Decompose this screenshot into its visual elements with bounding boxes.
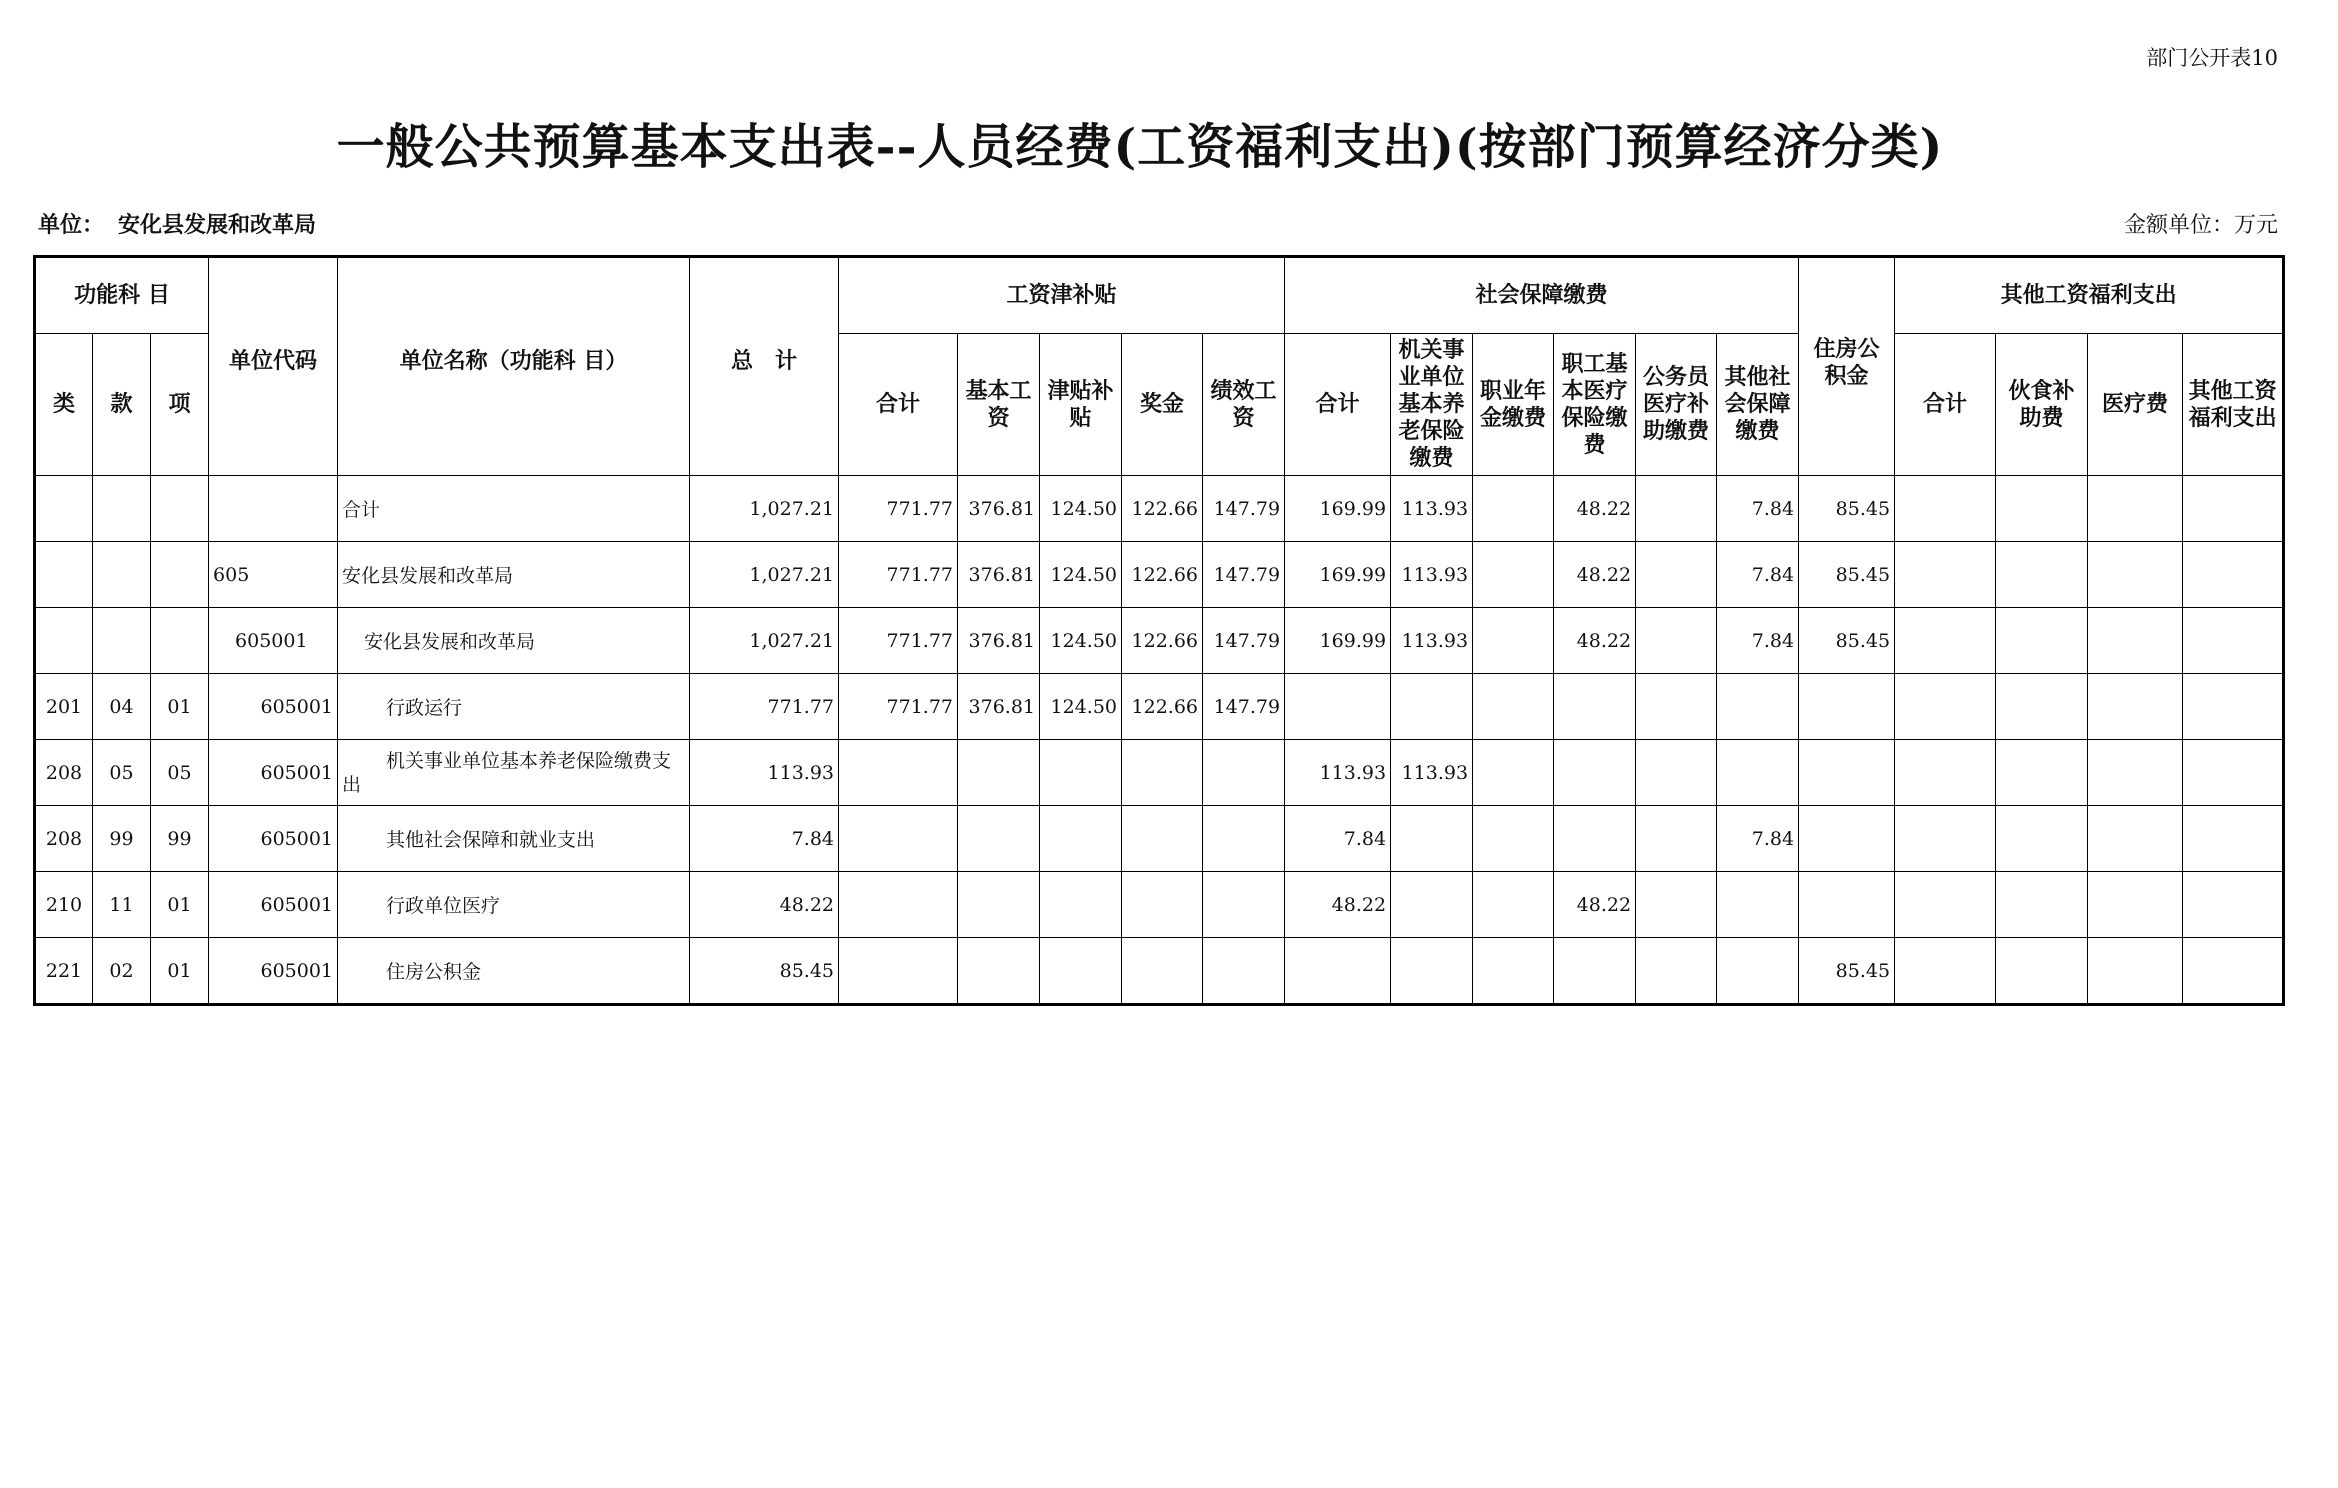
cell-lei: 201 [35,674,93,740]
cell-allowance [1040,806,1122,872]
cell-perf-wage [1203,872,1285,938]
cell-other-social [1717,674,1799,740]
perf-wage-header: 绩效工资 [1203,334,1285,476]
cell-xiang: 01 [151,674,209,740]
cell-lei [35,476,93,542]
cell-annuity [1473,674,1554,740]
cell-housing-fund [1799,872,1895,938]
cell-other-sum [1895,476,1996,542]
cell-lei: 208 [35,806,93,872]
cell-social-sum: 169.99 [1285,542,1391,608]
cell-medical-fee [2088,542,2183,608]
unit-line [38,208,330,239]
cell-medical [1554,740,1636,806]
cell-social-sum [1285,674,1391,740]
cell-base-wage [958,938,1040,1005]
cell-medical-fee [2088,938,2183,1005]
cell-base-wage [958,740,1040,806]
xiang-header: 项 [151,334,209,476]
cell-xiang: 01 [151,938,209,1005]
cell-bonus: 122.66 [1122,674,1203,740]
cell-medical: 48.22 [1554,476,1636,542]
cell-annuity [1473,608,1554,674]
cell-allowance: 124.50 [1040,542,1122,608]
table-row [35,806,2284,872]
cell-lei: 221 [35,938,93,1005]
cell-total: 48.22 [690,872,839,938]
cell-allowance: 124.50 [1040,476,1122,542]
cell-bonus [1122,938,1203,1005]
cell-base-wage [958,806,1040,872]
unit-code-header: 单位代码 [209,257,338,476]
cell-kuan [93,608,151,674]
cell-social-sum: 113.93 [1285,740,1391,806]
unit-label: 单位： [38,212,105,238]
social-group-header: 社会保障缴费 [1285,257,1799,334]
other-sum-header: 合计 [1895,334,1996,476]
unit-name-header: 单位名称（功能科 目） [338,257,690,476]
table-row [35,608,2284,674]
cell-social-sum [1285,938,1391,1005]
table-row [35,938,2284,1005]
cell-medical: 48.22 [1554,542,1636,608]
bonus-header: 奖金 [1122,334,1203,476]
unit-name: 安化县发展和改革局 [118,212,317,238]
cell-medical-fee [2088,806,2183,872]
cell-wage-sum: 771.77 [839,608,958,674]
cell-other-social: 7.84 [1717,542,1799,608]
cell-pension: 113.93 [1391,740,1473,806]
cell-name: 其他社会保障和就业支出 [338,806,690,872]
cell-other-social: 7.84 [1717,806,1799,872]
cell-meal [1996,476,2088,542]
cell-xiang: 99 [151,806,209,872]
cell-civil-medical [1636,674,1717,740]
cell-civil-medical [1636,806,1717,872]
cell-other-welfare [2183,938,2284,1005]
header-row-1 [35,257,2284,334]
cell-wage-sum: 771.77 [839,674,958,740]
cell-social-sum: 169.99 [1285,476,1391,542]
cell-bonus: 122.66 [1122,608,1203,674]
cell-meal [1996,542,2088,608]
cell-base-wage: 376.81 [958,608,1040,674]
cell-wage-sum [839,872,958,938]
cell-perf-wage: 147.79 [1203,674,1285,740]
cell-bonus [1122,740,1203,806]
cell-code: 605001 [209,608,338,674]
cell-pension [1391,938,1473,1005]
cell-other-social [1717,938,1799,1005]
cell-allowance: 124.50 [1040,674,1122,740]
cell-code: 605001 [209,938,338,1005]
cell-perf-wage [1203,938,1285,1005]
cell-civil-medical [1636,938,1717,1005]
cell-bonus [1122,806,1203,872]
cell-other-social [1717,740,1799,806]
cell-base-wage: 376.81 [958,674,1040,740]
cell-total: 7.84 [690,806,839,872]
cell-medical: 48.22 [1554,608,1636,674]
cell-medical [1554,674,1636,740]
cell-medical [1554,938,1636,1005]
cell-medical-fee [2088,872,2183,938]
cell-kuan: 02 [93,938,151,1005]
cell-code: 605001 [209,806,338,872]
annuity-header: 职业年金缴费 [1473,334,1554,476]
cell-perf-wage: 147.79 [1203,542,1285,608]
cell-other-welfare [2183,674,2284,740]
table-row [35,542,2284,608]
cell-name: 行政运行 [338,674,690,740]
cell-allowance [1040,740,1122,806]
housing-fund-header: 住房公积金 [1799,257,1895,476]
cell-social-sum: 48.22 [1285,872,1391,938]
cell-wage-sum: 771.77 [839,542,958,608]
cell-meal [1996,674,2088,740]
cell-meal [1996,806,2088,872]
cell-total: 1,027.21 [690,542,839,608]
cell-total: 1,027.21 [690,608,839,674]
cell-allowance [1040,872,1122,938]
cell-bonus: 122.66 [1122,476,1203,542]
allowance-header: 津贴补贴 [1040,334,1122,476]
cell-meal [1996,740,2088,806]
cell-wage-sum: 771.77 [839,476,958,542]
cell-other-welfare [2183,608,2284,674]
form-number: 部门公开表10 [2146,46,2278,70]
cell-annuity [1473,872,1554,938]
cell-wage-sum [839,740,958,806]
cell-other-sum [1895,608,1996,674]
cell-other-social [1717,872,1799,938]
cell-lei: 210 [35,872,93,938]
page-title: 一般公共预算基本支出表--人员经费(工资福利支出)(按部门预算经济分类) [336,119,1944,175]
cell-kuan: 04 [93,674,151,740]
cell-meal [1996,608,2088,674]
cell-meal [1996,872,2088,938]
cell-civil-medical [1636,608,1717,674]
table-row [35,476,2284,542]
cell-other-welfare [2183,476,2284,542]
cell-other-welfare [2183,542,2284,608]
cell-allowance: 124.50 [1040,608,1122,674]
cell-name: 安化县发展和改革局 [338,608,690,674]
cell-total: 113.93 [690,740,839,806]
cell-code: 605 [209,542,338,608]
cell-other-welfare [2183,872,2284,938]
cell-pension: 113.93 [1391,608,1473,674]
cell-base-wage: 376.81 [958,476,1040,542]
cell-perf-wage [1203,740,1285,806]
cell-other-sum [1895,674,1996,740]
cell-perf-wage: 147.79 [1203,476,1285,542]
cell-annuity [1473,476,1554,542]
cell-annuity [1473,938,1554,1005]
cell-pension [1391,806,1473,872]
cell-total: 771.77 [690,674,839,740]
cell-code: 605001 [209,872,338,938]
cell-civil-medical [1636,740,1717,806]
cell-allowance [1040,938,1122,1005]
func-subject-header: 功能科 目 [35,257,209,334]
budget-table [33,255,2285,1006]
cell-civil-medical [1636,476,1717,542]
lei-header: 类 [35,334,93,476]
other-group-header: 其他工资福利支出 [1895,257,2284,334]
cell-total: 1,027.21 [690,476,839,542]
cell-housing-fund: 85.45 [1799,938,1895,1005]
cell-annuity [1473,740,1554,806]
cell-housing-fund: 85.45 [1799,476,1895,542]
cell-xiang: 05 [151,740,209,806]
cell-code: 605001 [209,740,338,806]
other-social-header: 其他社会保障缴费 [1717,334,1799,476]
cell-perf-wage [1203,806,1285,872]
wage-group-header: 工资津补贴 [839,257,1285,334]
cell-xiang: 01 [151,872,209,938]
cell-wage-sum [839,938,958,1005]
cell-medical: 48.22 [1554,872,1636,938]
cell-kuan: 11 [93,872,151,938]
cell-wage-sum [839,806,958,872]
cell-lei: 208 [35,740,93,806]
cell-meal [1996,938,2088,1005]
cell-medical-fee [2088,476,2183,542]
cell-pension: 113.93 [1391,476,1473,542]
cell-bonus [1122,872,1203,938]
cell-xiang [151,476,209,542]
cell-annuity [1473,806,1554,872]
cell-kuan [93,476,151,542]
cell-other-sum [1895,806,1996,872]
cell-kuan: 05 [93,740,151,806]
table-row [35,872,2284,938]
cell-other-welfare [2183,806,2284,872]
cell-base-wage: 376.81 [958,542,1040,608]
total-header: 总 计 [690,257,839,476]
cell-housing-fund [1799,740,1895,806]
cell-medical [1554,806,1636,872]
cell-other-sum [1895,872,1996,938]
cell-base-wage [958,872,1040,938]
table-row [35,674,2284,740]
cell-medical-fee [2088,608,2183,674]
cell-name: 合计 [338,476,690,542]
medical-fee-header: 医疗费 [2088,334,2183,476]
cell-code [209,476,338,542]
cell-other-welfare [2183,740,2284,806]
cell-medical-fee [2088,674,2183,740]
cell-medical-fee [2088,740,2183,806]
cell-civil-medical [1636,872,1717,938]
cell-other-social: 7.84 [1717,608,1799,674]
pension-header: 机关事业单位基本养老保险缴费 [1391,334,1473,476]
cell-other-sum [1895,542,1996,608]
cell-other-sum [1895,938,1996,1005]
cell-annuity [1473,542,1554,608]
cell-xiang [151,608,209,674]
kuan-header: 款 [93,334,151,476]
cell-name: 机关事业单位基本养老保险缴费支出 [338,740,690,806]
cell-other-sum [1895,740,1996,806]
meal-header: 伙食补助费 [1996,334,2088,476]
cell-social-sum: 7.84 [1285,806,1391,872]
cell-lei [35,542,93,608]
cell-kuan: 99 [93,806,151,872]
cell-housing-fund: 85.45 [1799,608,1895,674]
cell-name: 安化县发展和改革局 [338,542,690,608]
table-row [35,740,2284,806]
cell-code: 605001 [209,674,338,740]
cell-civil-medical [1636,542,1717,608]
cell-name: 行政单位医疗 [338,872,690,938]
cell-other-social: 7.84 [1717,476,1799,542]
other-welfare-header: 其他工资福利支出 [2183,334,2284,476]
cell-pension [1391,674,1473,740]
medical-header: 职工基本医疗保险缴费 [1554,334,1636,476]
cell-bonus: 122.66 [1122,542,1203,608]
cell-pension: 113.93 [1391,542,1473,608]
social-sum-header: 合计 [1285,334,1391,476]
cell-name: 住房公积金 [338,938,690,1005]
money-unit: 金额单位：万元 [2123,213,2278,238]
cell-xiang [151,542,209,608]
cell-social-sum: 169.99 [1285,608,1391,674]
cell-housing-fund [1799,806,1895,872]
civil-medical-header: 公务员医疗补助缴费 [1636,334,1717,476]
cell-lei [35,608,93,674]
wage-sum-header: 合计 [839,334,958,476]
base-wage-header: 基本工资 [958,334,1040,476]
cell-total: 85.45 [690,938,839,1005]
cell-pension [1391,872,1473,938]
cell-perf-wage: 147.79 [1203,608,1285,674]
cell-housing-fund [1799,674,1895,740]
cell-housing-fund: 85.45 [1799,542,1895,608]
cell-kuan [93,542,151,608]
